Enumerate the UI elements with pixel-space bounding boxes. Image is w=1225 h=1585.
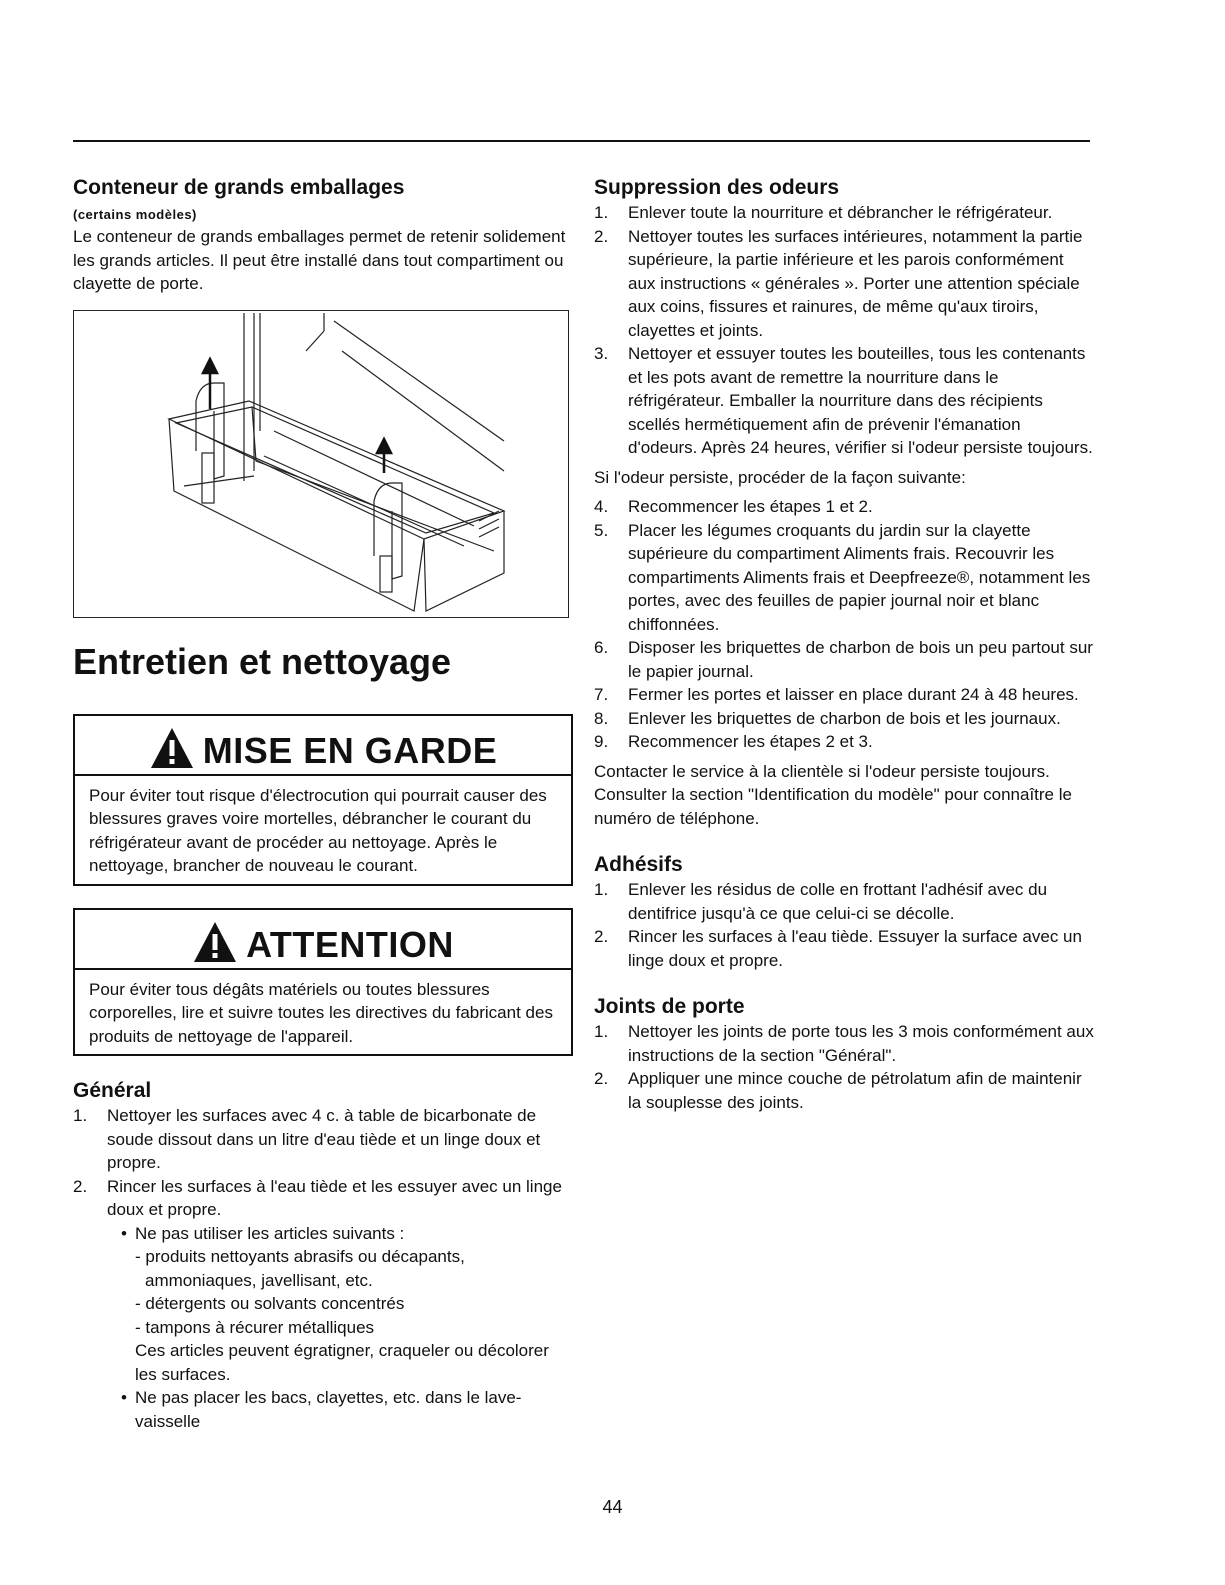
attention-text: Pour éviter tous dégâts matériels ou toutes blessures corporelles, lire et suivre toutes les directives du fabricant des produits de nettoyage de l'appareil. <box>89 979 553 1046</box>
attention-title: ATTENTION <box>246 923 454 965</box>
odor-steps-a <box>594 201 1094 460</box>
warning-header <box>75 716 571 776</box>
adhesive-steps <box>594 878 1094 972</box>
step-number: 2. <box>594 226 609 246</box>
warning-title: MISE EN GARDE <box>202 729 498 771</box>
step-text: Recommencer les étapes 1 et 2. <box>628 497 873 516</box>
list-item <box>594 1020 1094 1067</box>
dash-item: - détergents ou solvants concentrés <box>135 1294 405 1313</box>
step-number: 9. <box>594 732 609 751</box>
container-heading: Conteneur de grands emballages <box>73 176 405 199</box>
list-item <box>594 683 1094 707</box>
step-text: Enlever les briquettes de charbon de bois et les journaux. <box>628 708 1061 728</box>
right-column <box>594 175 1094 1114</box>
step-number: 1. <box>594 880 609 899</box>
step-text: Nettoyer les joints de porte tous les 3 mois conformément aux instructions de la section "Général". <box>628 1022 1094 1065</box>
general-heading: Général <box>73 1079 152 1102</box>
step-number: 1. <box>594 1022 609 1041</box>
bullet-item <box>121 1386 573 1433</box>
bullet-note: Ces articles peuvent égratigner, craqueler ou décolorer les surfaces. <box>135 1341 549 1384</box>
step-text: Fermer les portes et laisser en place durant 24 à 48 heures. <box>628 685 1079 704</box>
container-text: Le conteneur de grands emballages permet de retenir solidement les grands articles. Il peut être installé dans tout compartiment ou clayette de porte. <box>73 227 566 293</box>
step-text: Rincer les surfaces à l'eau tiède et les essuyer avec un linge doux et propre. <box>107 1176 562 1219</box>
section-title: Entretien et nettoyage <box>73 640 452 682</box>
gasket-steps <box>594 1020 1094 1114</box>
step-number: 1. <box>73 1106 88 1125</box>
list-item <box>594 925 1094 972</box>
bin-illustration <box>74 311 568 617</box>
odor-heading: Suppression des odeurs <box>594 176 840 199</box>
list-item <box>594 495 1094 519</box>
step-text: Enlever les résidus de colle en frottant l'adhésif avec du dentifrice jusqu'à ce que celui-ci se décolle. <box>628 880 1048 923</box>
step-number: 6. <box>594 638 609 657</box>
list-item <box>73 1175 573 1434</box>
bullet-text: Ne pas utiliser les articles suivants : <box>135 1223 405 1243</box>
step-text: Placer les légumes croquants du jardin sur la clayette supérieure du compartiment Aliments frais. Recouvrir les compartiments Aliments frais et Deepfreeze®, notamment les portes, avec des feuilles de papier journal noir et blanc chiffonnées. <box>628 520 1091 634</box>
step-number: 2. <box>594 1069 609 1088</box>
step-text: Nettoyer et essuyer toutes les bouteilles, tous les contenants et les pots avant de remettre la nourriture dans le réfrigérateur. Emballer la nourriture dans des récipients scellés hermétiquement afin de prévenir l'émanation d'odeurs. Après 24 heures, vérifier si l'odeur persiste toujours. <box>628 344 1093 457</box>
attention-box <box>73 908 573 1057</box>
step-text: Enlever toute la nourriture et débrancher le réfrigérateur. <box>628 203 1053 222</box>
step-text: Rincer les surfaces à l'eau tiède. Essuyer la surface avec un linge doux et propre. <box>628 927 1082 970</box>
container-note: (certains modèles) <box>73 207 197 222</box>
step-number: 2. <box>594 927 609 946</box>
gasket-heading: Joints de porte <box>594 995 745 1018</box>
bullet-text: Ne pas placer les bacs, clayettes, etc. dans le lave-vaisselle <box>135 1388 522 1431</box>
general-steps <box>73 1104 573 1433</box>
step-text: Appliquer une mince couche de pétrolatum afin de maintenir la souplesse des joints. <box>628 1069 1082 1112</box>
list-item <box>594 1067 1094 1114</box>
general-bullets <box>107 1222 573 1434</box>
page-number: 44 <box>602 1497 623 1517</box>
bullet-item <box>121 1222 573 1387</box>
list-item <box>594 201 1094 225</box>
step-number: 5. <box>594 520 609 540</box>
step-text: Nettoyer toutes les surfaces intérieures, notamment la partie supérieure, la partie inférieure et les parois conformément aux instructions « générales ». Porter une attention spéciale aux coins, fissures et rainures, de même qu'aux tiroirs, clayettes et joints. <box>628 226 1083 340</box>
warning-text: Pour éviter tout risque d'électrocution qui pourrait causer des blessures graves voire mortelles, débrancher le courant du réfrigérateur avant de procéder au nettoyage. Après le nettoyage, brancher de nouveau le courant. <box>89 785 547 875</box>
step-number: 2. <box>73 1176 88 1196</box>
list-item <box>594 519 1094 637</box>
odor-steps-b <box>594 495 1094 754</box>
step-number: 8. <box>594 708 609 728</box>
list-item <box>594 225 1094 343</box>
list-item <box>594 342 1094 460</box>
list-item <box>73 1104 573 1175</box>
odor-contact-text: Contacter le service à la clientèle si l'odeur persiste toujours. Consulter la section "Identification du modèle" pour connaître le numéro de téléphone. <box>594 761 1072 828</box>
step-number: 1. <box>594 203 609 222</box>
list-item <box>594 707 1094 731</box>
list-item <box>594 730 1094 754</box>
list-item <box>594 636 1094 683</box>
step-number: 4. <box>594 497 609 516</box>
odor-middle-text: Si l'odeur persiste, procéder de la façon suivante: <box>594 467 966 487</box>
left-column <box>73 175 573 1433</box>
warning-triangle-icon <box>149 726 195 770</box>
warning-box <box>73 714 573 886</box>
step-text: Nettoyer les surfaces avec 4 c. à table de bicarbonate de soude dissout dans un litre d'eau tiède et un linge doux et propre. <box>107 1106 541 1172</box>
step-text: Recommencer les étapes 2 et 3. <box>628 732 873 751</box>
dash-item: - tampons à récurer métalliques <box>135 1317 375 1337</box>
bullet-marker: • <box>121 1388 127 1407</box>
attention-header <box>75 910 571 970</box>
bullet-marker: • <box>121 1223 127 1243</box>
step-text: Disposer les briquettes de charbon de bois un peu partout sur le papier journal. <box>628 638 1093 681</box>
dash-item: - produits nettoyants abrasifs ou décapants, ammoniaques, javellisant, etc. <box>135 1247 465 1290</box>
container-illustration <box>73 310 569 618</box>
header-rule <box>73 140 1090 142</box>
list-item <box>594 878 1094 925</box>
step-number: 7. <box>594 685 609 704</box>
step-number: 3. <box>594 344 609 363</box>
caution-triangle-icon <box>192 920 238 964</box>
adhesive-heading: Adhésifs <box>594 853 683 876</box>
